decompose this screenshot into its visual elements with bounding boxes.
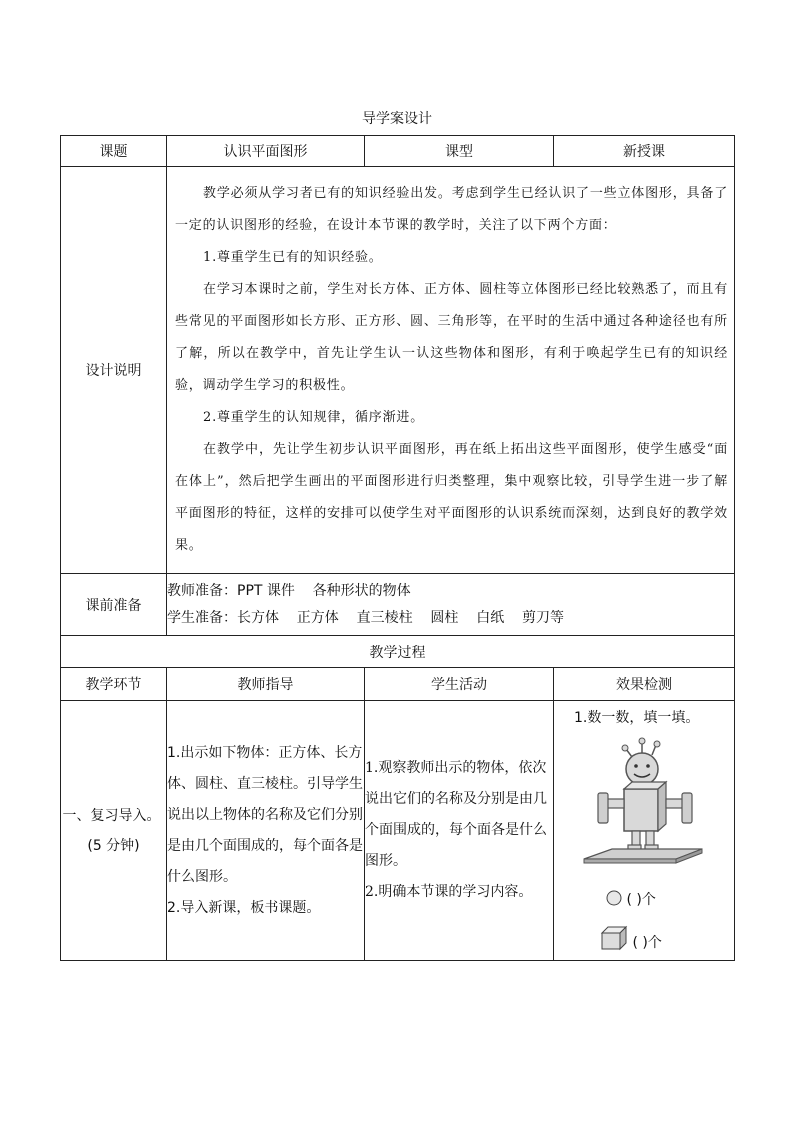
circle-icon — [606, 890, 622, 906]
lesson-plan-table — [60, 135, 735, 961]
design-label: 设计说明 — [61, 167, 167, 574]
design-content — [167, 167, 735, 574]
step-title: 一、复习导入。 — [62, 807, 161, 824]
prep-content — [167, 574, 735, 636]
process-title: 教学过程 — [61, 636, 735, 668]
prep-row — [61, 574, 735, 636]
column-header-activity: 学生活动 — [365, 668, 554, 701]
design-paragraph: 在学习本课时之前，学生对长方体、正方体、圆柱等立体图形已经比较熟悉了，而且有些常见的平面图形如长方形、正方形、圆、三角形等，在平时的生活中通过各种途径也有所了解，所以在教学中，首先让学生认一认这些物体和图形，有利于唤起学生已有的知识经验，调动学生学习的积极性。 — [175, 282, 728, 393]
prep-label: 课前准备 — [61, 574, 167, 636]
guide-text: 1.出示如下物体：正方体、长方体、圆柱、直三棱柱。引导学生说出以上物体的名称及它们分别是由几个面围成的，每个面各是什么图形。 — [167, 744, 363, 885]
design-paragraph: 2.尊重学生的认知规律，循序渐进。 — [203, 410, 425, 425]
cube-count-blank[interactable]: ( )个 — [632, 935, 662, 951]
robot-illustration — [582, 737, 710, 867]
design-paragraph: 教学必须从学习者已有的知识经验出发。考虑到学生已经认识了一些立体图形，具备了一定的认识图形的经验，在设计本节课的教学时，关注了以下两个方面： — [175, 186, 728, 233]
column-header-guide: 教师指导 — [167, 668, 365, 701]
guide-text-2: 2.导入新课，板书课题。 — [167, 899, 321, 916]
student-prep: 学生准备：长方体 正方体 直三棱柱 圆柱 白纸 剪刀等 — [167, 609, 565, 626]
circle-count-blank[interactable]: ( )个 — [626, 892, 656, 908]
cube-icon — [600, 925, 628, 951]
column-header-effect: 效果检测 — [554, 668, 735, 701]
lesson-type-value: 新授课 — [554, 136, 735, 167]
process-header-row — [61, 668, 735, 701]
effect-question: 1.数一数，填一填。 — [574, 710, 700, 726]
design-paragraph: 在教学中，先让学生初步认识平面图形，再在纸上拓出这些平面图形，使学生感受“面在体上”，然后把学生画出的平面图形进行归类整理，集中观察比较，引导学生进一步了解平面图形的特征，这样的安排可以使学生对平面图形的认识系统而深刻，达到良好的教学效果。 — [175, 442, 728, 553]
step-cell — [61, 701, 167, 961]
activity-cell — [365, 701, 554, 961]
process-title-row — [61, 636, 735, 668]
process-row-review — [61, 701, 735, 961]
teacher-prep: 教师准备：PPT 课件 各种形状的物体 — [167, 582, 411, 599]
design-paragraph: 1.尊重学生已有的知识经验。 — [203, 250, 383, 265]
design-row — [61, 167, 735, 574]
topic-label: 课题 — [61, 136, 167, 167]
cube-count-row — [600, 925, 662, 952]
circle-count-row — [606, 889, 656, 909]
effect-cell — [554, 701, 735, 961]
header-row — [61, 136, 735, 167]
column-header-step: 教学环节 — [61, 668, 167, 701]
document-title: 导学案设计 — [362, 111, 432, 127]
topic-value: 认识平面图形 — [167, 136, 365, 167]
step-time: (5 分钟) — [87, 837, 140, 854]
activity-text: 1.观察教师出示的物体，依次说出它们的名称及分别是由几个面围成的，每个面各是什么图形。 — [365, 760, 547, 869]
activity-text-2: 2.明确本节课的学习内容。 — [365, 884, 533, 900]
guide-cell — [167, 701, 365, 961]
lesson-type-label: 课型 — [365, 136, 554, 167]
